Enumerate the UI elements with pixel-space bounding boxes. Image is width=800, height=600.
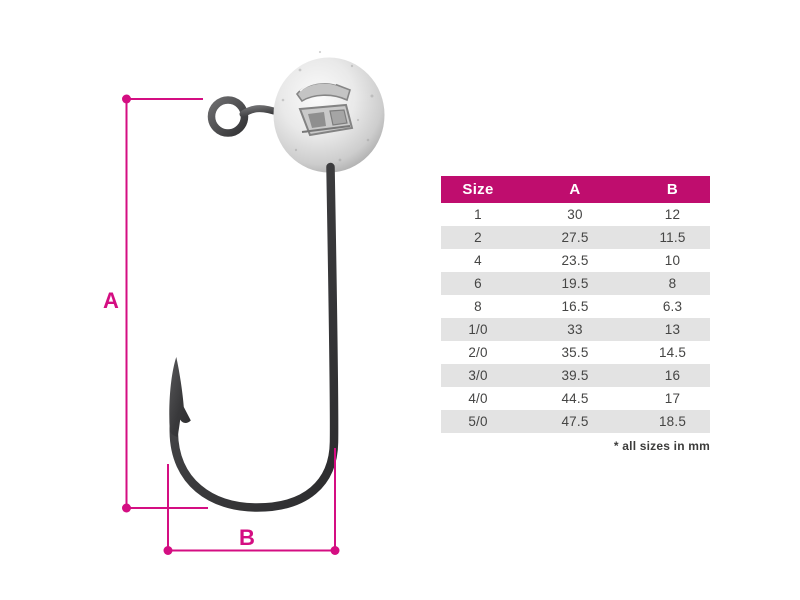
hook-point-and-barb (169, 357, 191, 437)
column-header-b: B (666, 181, 679, 198)
cell-size: 4/0 (468, 391, 488, 406)
dimension-b-label: B (239, 525, 256, 550)
cell-b: 12 (664, 207, 681, 222)
cell-b: 17 (664, 391, 681, 406)
table-row (441, 226, 710, 249)
cell-b: 10 (664, 253, 681, 268)
cell-a: 30 (567, 207, 583, 222)
table-row (441, 364, 710, 387)
cell-a: 33 (567, 322, 583, 337)
jig-hook-illustration (169, 51, 384, 508)
cell-size: 8 (474, 299, 482, 314)
cell-b: 6.3 (662, 299, 683, 314)
hook-eye-icon (212, 100, 245, 133)
cell-b: 8 (668, 276, 677, 291)
table-row (441, 318, 710, 341)
cell-size: 2/0 (468, 345, 488, 360)
table-row (441, 203, 710, 226)
column-header-size: Size (462, 181, 494, 198)
cell-a: 39.5 (561, 368, 589, 383)
units-note: * all sizes in mm (613, 439, 710, 453)
cell-b: 16 (664, 368, 681, 383)
table-row (441, 295, 710, 318)
cell-a: 27.5 (561, 230, 589, 245)
cell-size: 2 (474, 230, 482, 245)
cell-a: 19.5 (561, 276, 589, 291)
table-row (441, 341, 710, 364)
cell-size: 1/0 (468, 322, 488, 337)
cell-b: 11.5 (659, 230, 686, 245)
cell-size: 6 (474, 276, 482, 291)
dimension-a-label: A (103, 288, 120, 313)
cell-size: 5/0 (468, 414, 488, 429)
cell-b: 18.5 (658, 414, 687, 429)
cell-a: 44.5 (561, 391, 589, 406)
table-body (441, 203, 710, 433)
hook-shank-and-bend (174, 167, 334, 508)
cell-a: 16.5 (561, 299, 589, 314)
cell-size: 4 (474, 253, 482, 268)
table-header-row (441, 176, 710, 203)
cell-b: 14.5 (658, 345, 687, 360)
size-spec-table (441, 176, 710, 433)
column-header-a: A (569, 181, 581, 198)
cell-a: 47.5 (561, 414, 589, 429)
cell-a: 23.5 (561, 253, 589, 268)
cell-a: 35.5 (561, 345, 589, 360)
cell-b: 13 (664, 322, 681, 337)
table-row (441, 410, 710, 433)
table-row (441, 272, 710, 295)
table-row (441, 249, 710, 272)
cell-size: 1 (474, 207, 482, 222)
dimension-lines (127, 99, 336, 551)
table-row (441, 387, 710, 410)
cell-size: 3/0 (468, 368, 488, 383)
